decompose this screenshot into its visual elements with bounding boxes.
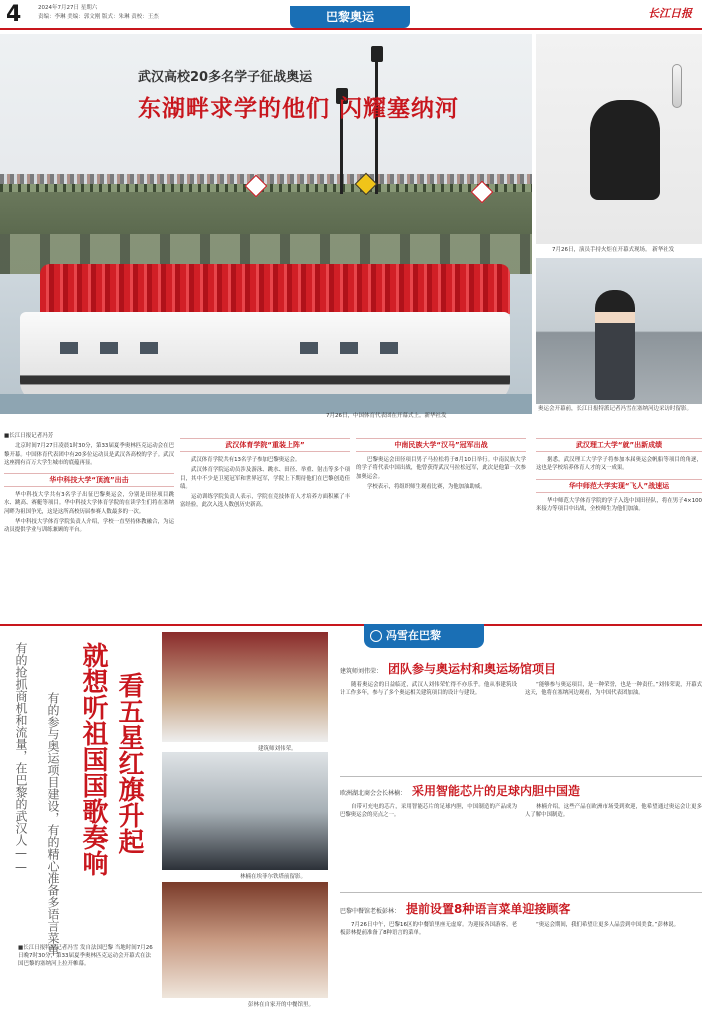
team-china-delegation (40, 264, 510, 314)
boat-window (140, 342, 158, 354)
hero-kicker: 武汉高校20多名学子征战奥运 (138, 70, 313, 85)
paragraph: 林楠介绍，这些产品在欧洲市场受到欢迎，他希望通过奥运会让更多人了解中国制造。 (525, 804, 702, 819)
story-headline: 团队参与奥运村和奥运场馆项目 (388, 662, 557, 676)
story-chamber (340, 782, 702, 821)
issue-date: 2024年7月27日 星期六 (38, 5, 98, 11)
editors-line: 责编：李琳 美编：郭文刚 版式：朱琳 责校：王杰 (38, 14, 159, 20)
paragraph: 华中师范大学体育学院的学子入选中国田径队，将在男子4×100米接力等项目中出战，全校师生为他们加油。 (536, 497, 702, 512)
vertical-headline-1: 看五星红旗升起 (114, 672, 144, 854)
story-person: 建筑师刘伟荣： (340, 668, 383, 675)
lamp-head (371, 46, 383, 62)
subhead: 武汉理工大学“就”出新成绩 (536, 438, 702, 452)
eiffel-photo (162, 752, 328, 870)
paragraph: 学校表示，将组织师生观看比赛，为他加油助威。 (367, 483, 486, 490)
paragraph: 北京时间7月27日凌晨1时30分，第33届夏季奥林匹克运动会在巴黎开幕。中国体育代表团中有20多位运动员是武汉各高校的学子。武汉这座拥有百万大学生城市的底蕴再显。 (4, 443, 174, 466)
hero-caption: 7月26日，中国体育代表团在开幕式上。新华社发 (326, 413, 447, 419)
paragraph: 华中科技大学体育学院负责人介绍，学校一直坚持体教融合，为运动员提供学业与训练兼顾的平台。 (4, 519, 174, 534)
masthead (0, 0, 702, 30)
article-column-3 (356, 432, 526, 493)
story-restaurant (340, 900, 702, 939)
boat-window (300, 342, 318, 354)
feature-banner: 冯雪在巴黎 (364, 624, 484, 648)
section-tag: 巴黎奥运 (290, 6, 410, 28)
side-caption-2: 奥运会开幕前，长江日报特派记者冯雪在塞纳河边采访时留影。 (538, 406, 693, 412)
vertical-subtitle: 有的抢抓商机和流量，在巴黎的武汉人—— (14, 642, 28, 874)
parade-boat (20, 312, 510, 402)
seine-river (0, 394, 532, 414)
photo-caption-1: 建筑师刘伟荣。 (258, 746, 297, 752)
photo-caption-3: 彭林在自家开的中餐馆里。 (248, 1002, 315, 1008)
subhead: 华中科技大学“顶流”出击 (4, 473, 174, 487)
subhead: 华中师范大学实现“飞人”战速运 (536, 479, 702, 493)
torch-icon (672, 64, 682, 108)
vertical-subtitle-2: 有的参与奥运项目建设，有的精心准备多语言菜单 (46, 692, 60, 956)
paragraph: 巴黎奥运会田径项目男子马拉松将于8月10日举行。中南民族大学的学子将代表中国出战，他曾获得武汉马拉松冠军，此次是他第一次参加奥运会。 (356, 457, 526, 480)
date-line (38, 4, 258, 22)
boat-window (380, 342, 398, 354)
story-headline: 采用智能芯片的足球内胆中国造 (412, 784, 581, 798)
paragraph: 运动训练学院负责人表示，学院在竞技体育人才培养方面积累了丰富经验，此次入选人数创历史新高。 (180, 494, 350, 509)
photo-caption-2: 林楠在埃菲尔铁塔前留影。 (240, 874, 307, 880)
story-person: 巴黎中餐馆老板彭林： (340, 908, 401, 915)
hero-headline: 东湖畔求学的他们 闪耀塞纳河 (138, 96, 460, 122)
page-number: 4 (6, 2, 22, 27)
hero-photo (0, 34, 532, 414)
article-column-4 (536, 432, 702, 515)
paragraph: “能够参与奥运项目，是一种荣誉，也是一种责任。”刘伟荣说，开幕式这天，他将在塞纳河边观看，为中国代表团加油。 (525, 682, 702, 697)
compass-icon (370, 630, 382, 642)
story-headline: 提前设置8种语言菜单迎接顾客 (406, 902, 571, 916)
paragraph: “奥运会期间，我们希望让更多人品尝到中国美食。”彭林说。 (536, 922, 680, 928)
paragraph: 武汉体育学院共有13名学子参加巴黎奥运会。 (191, 457, 301, 463)
boat-window (60, 342, 78, 354)
story-rule (340, 892, 702, 893)
architect-photo (162, 632, 328, 742)
subhead: 武汉体育学院“重装上阵” (180, 438, 350, 452)
article-column-2 (180, 432, 350, 512)
reporter-figure (595, 290, 635, 400)
paper-logo: 长江日报 (648, 7, 692, 20)
story-person: 欧洲湖北商会会长林楠： (340, 790, 407, 797)
paragraph: 7月26日中午，巴黎16区的中餐馆里座无虚席。为迎接各国游客，老板彭林提前准备了8种语言的菜单。 (340, 922, 517, 937)
paragraph: 武汉体育学院运动员涉及游泳、跳水、田径、举重、射击等多个项目，其中不少是卫冕冠军和世界冠军，学院上下期待他们在巴黎创造佳绩。 (180, 467, 350, 490)
vertical-headline-2: 就想听祖国国歌奏响 (78, 642, 108, 876)
restaurant-photo (162, 882, 328, 998)
paragraph: 据悉，武汉理工大学学子将参加本届奥运会帆船等项目的角逐，这也是学校培养体育人才的又一成果。 (536, 457, 702, 472)
performer-figure (590, 100, 660, 200)
dispatch-note: ■长江日报特派记者冯雪 发自法国巴黎 当地时间7月26日晚7时30分，第33届夏季奥林匹克运动会开幕式在法国巴黎的塞纳河上拉开帷幕。 (18, 945, 153, 967)
section-divider (0, 624, 702, 626)
story-architect (340, 660, 702, 699)
boat-window (100, 342, 118, 354)
subhead: 中南民族大学“汉马”冠军出战 (356, 438, 526, 452)
lamp-post (375, 54, 378, 194)
paragraph: 华中科技大学共有3名学子出征巴黎奥运会，分别是田径项目跳水、跳高、赛艇等项目。华中科技大学体育学院的在读学生们将在塞纳河畔为祖国争光，这是这所高校历届参赛人数最多的一次。 (4, 492, 174, 515)
boat-window (340, 342, 358, 354)
side-caption-1: 7月26日，演员手持火炬在开幕式现场。 新华社发 (552, 247, 675, 253)
byline: ■长江日报记者冯芳 (4, 433, 54, 439)
article-column-1 (4, 432, 174, 537)
paragraph: 自带可充电的芯片，采用智能芯片的足球内胆，中国制造的产品成为巴黎奥运会的亮点之一。 (340, 804, 517, 819)
paragraph: 随着奥运会的日益临近，武汉人刘伟荣忙得不亦乐乎。他从事建筑设计工作多年，参与了多个奥运相关建筑项目的设计与建设。 (340, 682, 517, 697)
story-rule (340, 776, 702, 777)
